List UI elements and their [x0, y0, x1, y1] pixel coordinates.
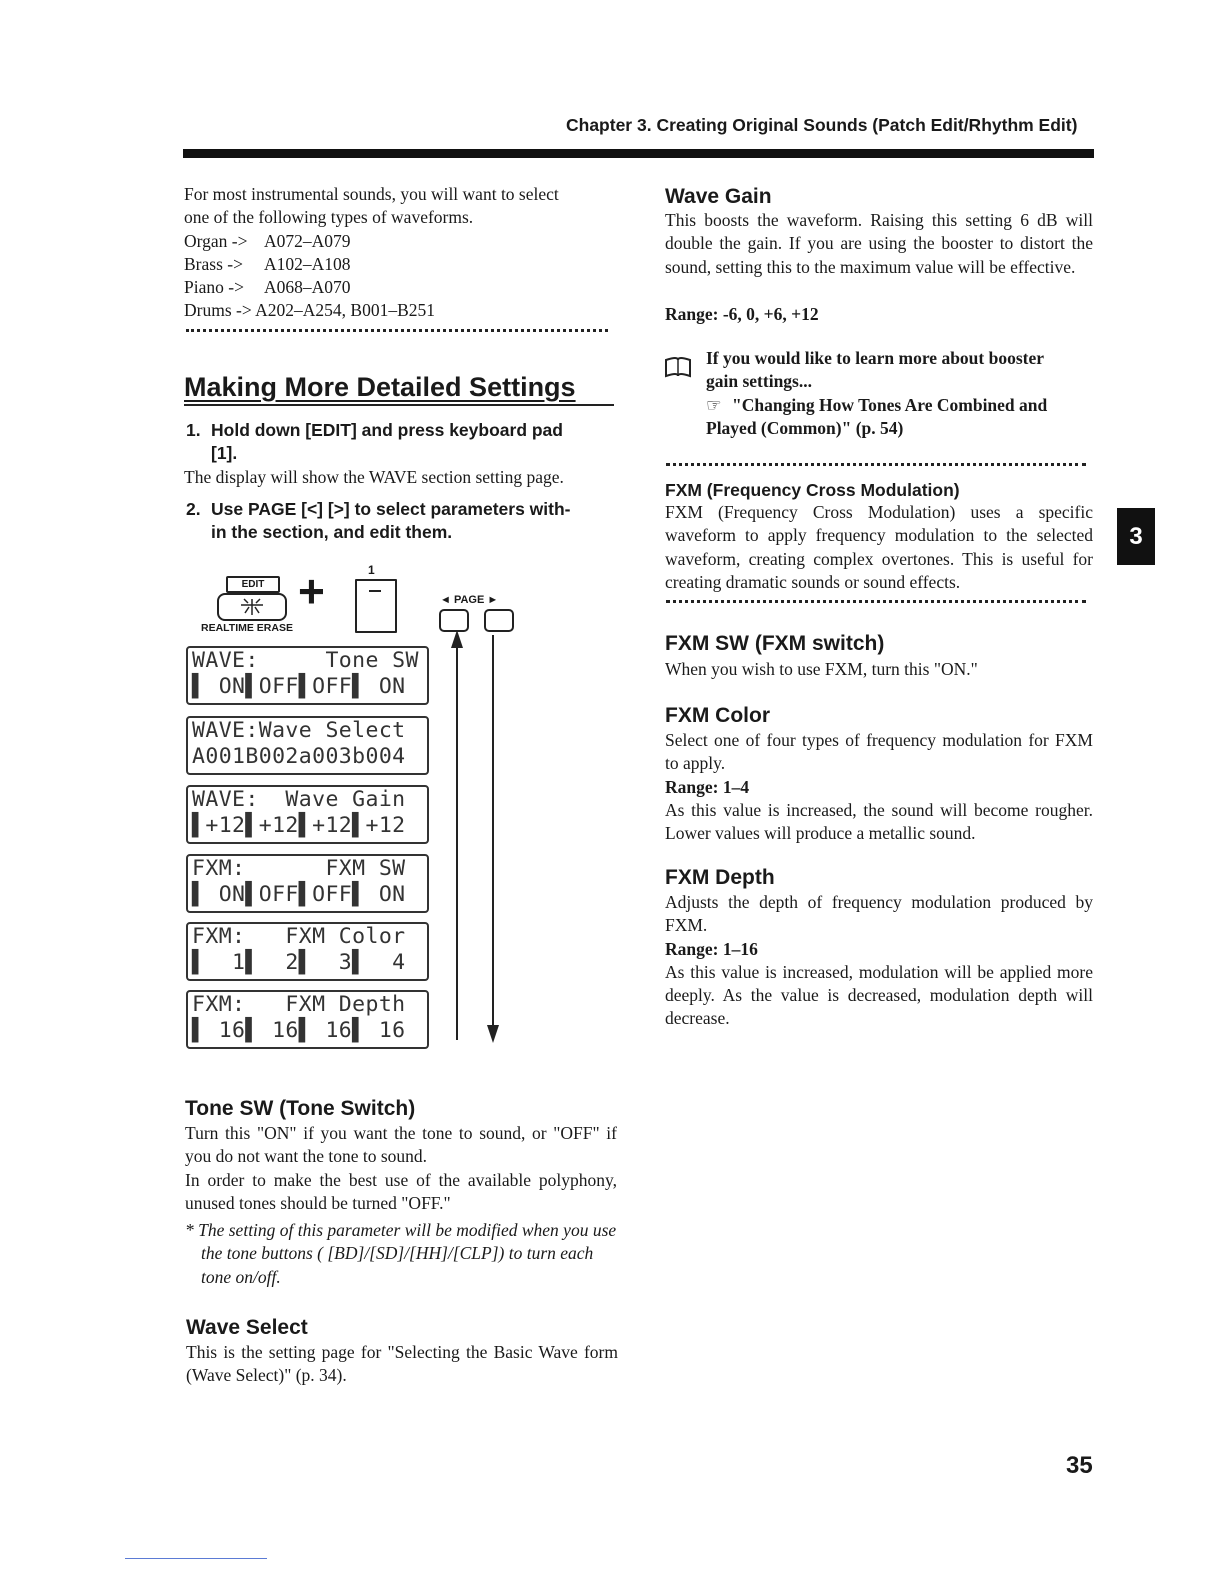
waveform-type: Drums -> — [184, 300, 252, 321]
wave-gain-range: Range: -6, 0, +6, +12 — [665, 304, 819, 324]
lcd-row-2: ▌ ON▌OFF▌OFF▌ ON — [192, 674, 406, 699]
fxm-color-heading: FXM Color — [665, 704, 770, 727]
reference-link-cont: Played (Common)" (p. 54) — [706, 417, 904, 438]
fxm-color-range: Range: 1–4 — [665, 776, 750, 797]
fxm-color-description-2: As this value is increased, the sound will become rougher. Lower values will produce a metallic sound. — [665, 799, 1093, 844]
running-header: Chapter 3. Creating Original Sounds (Patch Edit/Rhythm Edit) — [566, 115, 1078, 135]
reference-line-1: If you would like to learn more about booster — [706, 348, 1045, 368]
fxm-depth-heading: FXM Depth — [665, 866, 775, 889]
intro-line-1: For most instrumental sounds, you will want to select — [184, 184, 559, 204]
tone-sw-paragraph-1: Turn this "ON" if you want the tone to sound, or "OFF" if you do not want the tone to sound. — [185, 1123, 617, 1167]
edit-key-label: EDIT — [241, 579, 265, 590]
page-navigation-arrows — [448, 630, 500, 1045]
fxm-sw-body: When you wish to use FXM, turn this "ON." — [665, 659, 978, 679]
lcd-screen-fxm-depth — [186, 990, 429, 1049]
fxm-depth-description: Adjusts the depth of frequency modulation produced by FXM. — [665, 892, 1093, 936]
lcd-screen-fxm-sw — [186, 854, 429, 913]
step-2-text: Use PAGE [<] [>] to select parameters with- — [211, 499, 571, 519]
lcd-row-2: ▌ 1▌ 2▌ 3▌ 4 — [192, 950, 406, 975]
edit-key-label-box — [226, 576, 280, 593]
step-1-description: The display will show the WAVE section setting page. — [184, 467, 564, 487]
fxm-depth-body — [665, 891, 1093, 1031]
section-title: Making More Detailed Settings — [184, 372, 576, 402]
wave-gain-heading: Wave Gain — [665, 185, 772, 208]
lcd-screen-wave-select — [186, 716, 429, 775]
page-right-button[interactable] — [484, 609, 514, 632]
waveform-range: A068–A070 — [264, 277, 351, 298]
book-reference-icon — [664, 356, 692, 380]
lcd-row-2: ▌ 16▌ 16▌ 16▌ 16 — [192, 1018, 406, 1043]
lcd-row-1: WAVE: Wave Gain — [192, 787, 406, 812]
fxm-color-body — [665, 729, 1093, 845]
fxm-heading: FXM (Frequency Cross Modulation) — [665, 480, 960, 500]
step-1-text-cont: [1]. — [211, 443, 238, 463]
tone-sw-paragraph-2: In order to make the best use of the available polyphony, unused tones should be turned "OFF." — [185, 1169, 617, 1213]
wave-select-heading: Wave Select — [186, 1316, 308, 1339]
pointing-hand-icon: ☞ — [706, 394, 722, 415]
plus-sign: + — [298, 565, 325, 617]
footer-line — [125, 1558, 267, 1559]
reference-line-2: gain settings... — [706, 371, 812, 392]
fxm-depth-range: Range: 1–16 — [665, 938, 758, 959]
waveform-type: Brass -> — [184, 253, 243, 274]
tone-sw-body — [185, 1122, 617, 1215]
waveform-item — [184, 299, 616, 322]
chapter-tab: 3 — [1117, 508, 1155, 565]
reference-note — [706, 347, 1096, 440]
reference-link-text: "Changing How Tones Are Combined and — [732, 394, 1048, 415]
step-2 — [186, 498, 622, 544]
lcd-row-1: FXM: FXM SW — [192, 856, 406, 881]
down-arrowhead-icon — [487, 1025, 499, 1043]
fxm-sw-heading: FXM SW (FXM switch) — [665, 632, 885, 655]
lcd-screen-tone-sw — [186, 646, 429, 705]
up-arrowhead-icon — [451, 630, 463, 648]
pad-number: 1 — [368, 563, 375, 577]
page-number: 35 — [1066, 1452, 1093, 1479]
dotted-divider — [666, 463, 1086, 466]
tone-sw-note: * The setting of this parameter will be modified when you use the tone buttons ( [BD]/[SD]/[HH]/[CLP]) to turn each tone on/off. — [185, 1220, 617, 1287]
dotted-divider — [666, 600, 1086, 603]
realtime-erase-icon — [219, 595, 285, 619]
wave-gain-body: This boosts the waveform. Raising this setting 6 dB will double the gain. If you are using the booster to distort the sound, setting this to the maximum value will be effective. — [665, 210, 1093, 277]
waveform-item — [184, 276, 616, 299]
step-2-text-cont: in the section, and edit them. — [211, 522, 453, 542]
header-rule — [183, 149, 1094, 158]
step-1-number: 1. — [186, 420, 201, 440]
waveform-type: Piano -> — [184, 277, 244, 298]
waveform-list — [184, 230, 616, 323]
pad-indicator — [369, 590, 381, 592]
fxm-depth-description-2: As this value is increased, modulation will be applied more deeply. As the value is decreased, modulation depth will decrease. — [665, 961, 1093, 1029]
intro-block — [184, 183, 616, 323]
lcd-screen-fxm-color — [186, 922, 429, 981]
step-2-number: 2. — [186, 499, 201, 519]
lcd-row-2: ▌ ON▌OFF▌OFF▌ ON — [192, 882, 406, 907]
waveform-range: A102–A108 — [264, 253, 351, 274]
lcd-row-1: WAVE:Wave Select — [192, 718, 406, 743]
wave-select-body: This is the setting page for "Selecting the Basic Wave form (Wave Select)" (p. 34). — [186, 1342, 618, 1386]
waveform-type: Organ -> — [184, 230, 248, 251]
waveform-item — [184, 230, 616, 253]
lcd-row-1: FXM: FXM Depth — [192, 992, 406, 1017]
dotted-divider — [186, 329, 608, 332]
step-1-text: Hold down [EDIT] and press keyboard pad — [211, 420, 563, 440]
lcd-row-1: WAVE: Tone SW — [192, 648, 419, 673]
fxm-body: FXM (Frequency Cross Modulation) uses a specific waveform to apply frequency modulation to the selected waveform, creating complex overtones. This is useful for creating dramatic sounds or sound effects. — [665, 502, 1093, 592]
page-label: ◄ PAGE ► — [440, 594, 499, 606]
fxm-color-description: Select one of four types of frequency modulation for FXM to apply. — [665, 730, 1093, 774]
waveform-range: A202–A254, B001–B251 — [255, 300, 436, 321]
edit-button[interactable] — [217, 593, 287, 621]
waveform-range: A072–A079 — [264, 230, 351, 251]
tone-sw-heading: Tone SW (Tone Switch) — [185, 1097, 416, 1120]
intro-line-2: one of the following types of waveforms. — [184, 207, 474, 228]
lcd-row-2: A001B002a003b004 — [192, 744, 406, 769]
realtime-erase-label: REALTIME ERASE — [201, 622, 293, 634]
lcd-row-2: ▌+12▌+12▌+12▌+12 — [192, 813, 406, 838]
lcd-screen-wave-gain — [186, 785, 429, 844]
page-left-button[interactable] — [439, 609, 469, 632]
keyboard-pad-1[interactable] — [355, 579, 397, 633]
step-1 — [186, 419, 622, 465]
waveform-item — [184, 253, 616, 276]
reference-link[interactable] — [706, 394, 1096, 417]
lcd-row-1: FXM: FXM Color — [192, 924, 406, 949]
section-title-underline — [184, 404, 614, 406]
